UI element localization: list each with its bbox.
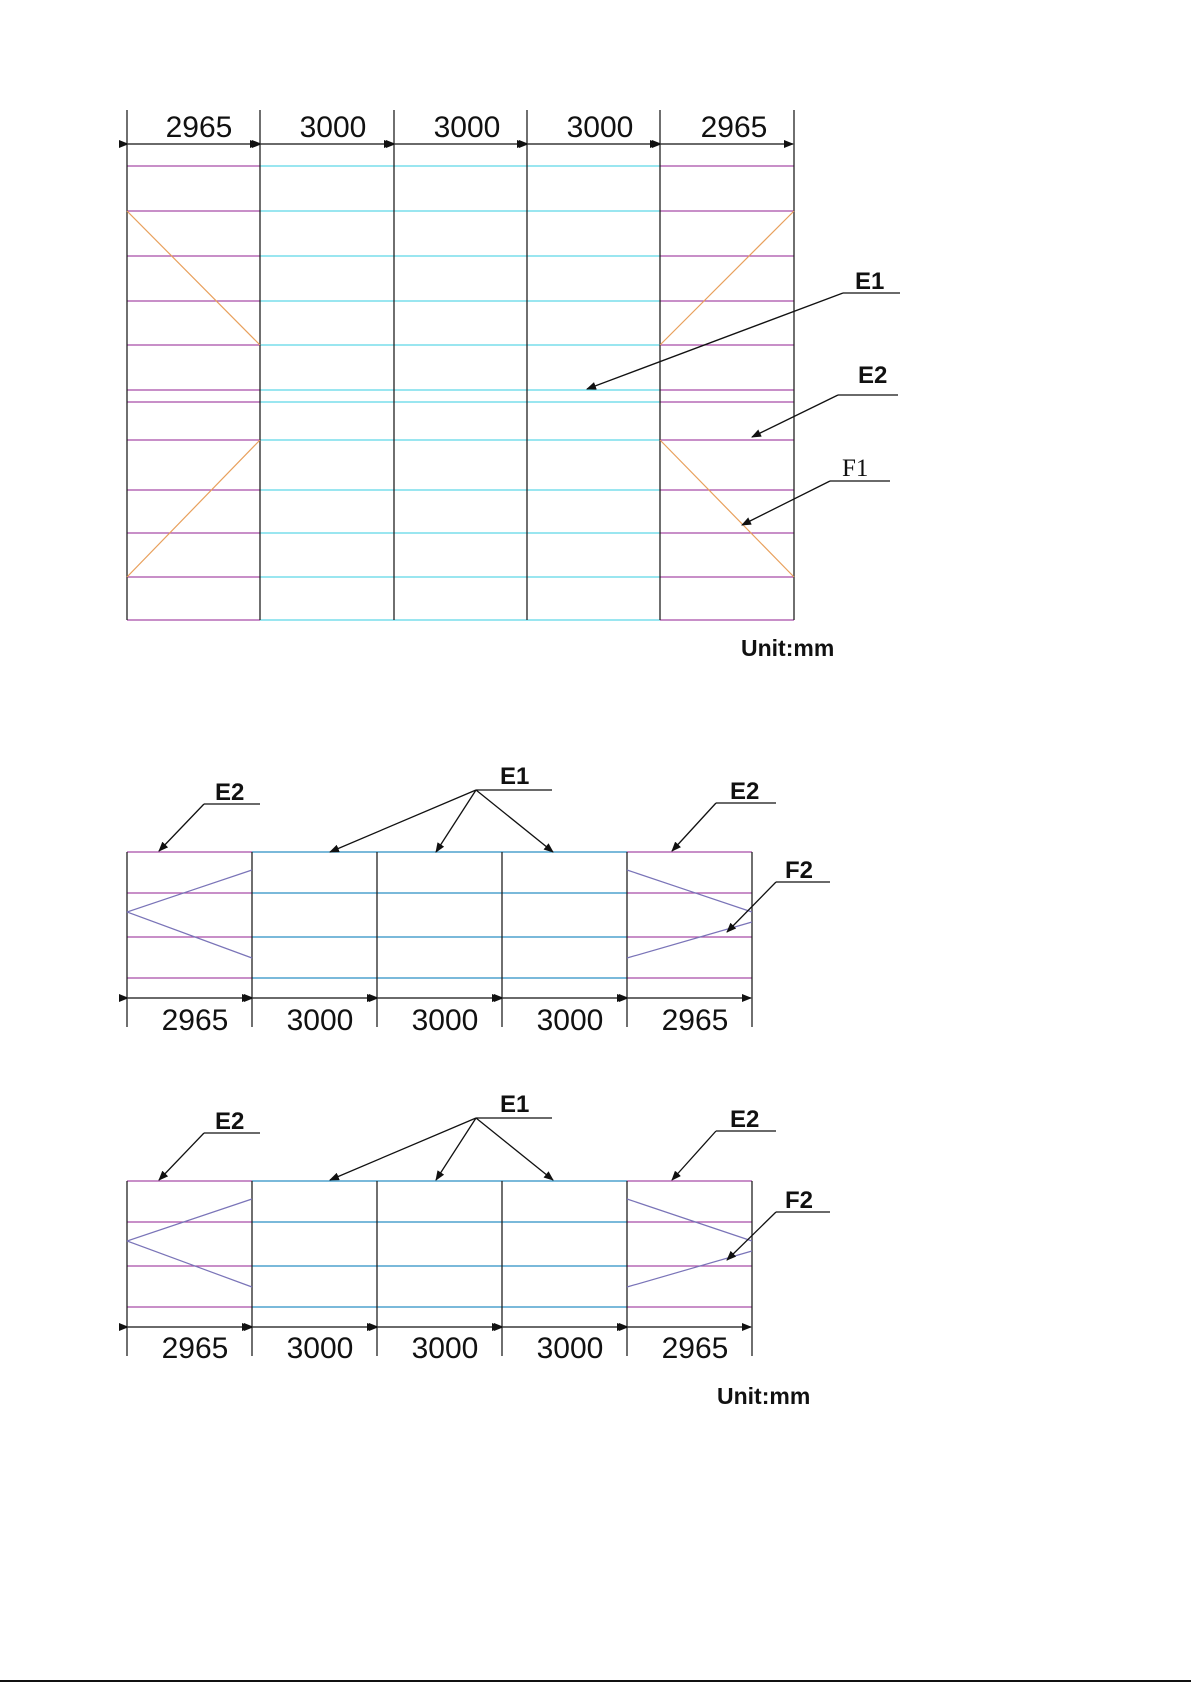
elev1-dim-4: 3000	[536, 1004, 604, 1037]
plan-brace	[127, 211, 260, 345]
plan-brace	[660, 211, 794, 345]
elev-brace	[127, 1241, 252, 1287]
plan-brace	[127, 440, 260, 577]
elev2-callout-e2-left	[159, 1108, 260, 1180]
elev2-dim-5: 2965	[661, 1332, 729, 1365]
plan-callout-e1	[587, 268, 900, 389]
elev2-label-f2: F2	[785, 1187, 814, 1214]
plan-label-f1: F1	[842, 455, 869, 482]
elev2-dim-4: 3000	[536, 1332, 604, 1365]
elev2-label-e1: E1	[500, 1091, 530, 1118]
elev-brace	[627, 1199, 752, 1241]
elev1-label-e1: E1	[500, 763, 530, 790]
elevation-view-1	[127, 763, 830, 1037]
elev1-callout-e2-left	[159, 779, 260, 851]
plan-label-e1: E1	[855, 268, 885, 295]
elev-brace	[627, 922, 752, 958]
elev-brace	[627, 870, 752, 912]
elev2-label-e2-right: E2	[730, 1106, 760, 1133]
plan-dim-4: 3000	[566, 111, 634, 144]
plan-dim-3: 3000	[433, 111, 501, 144]
elevation-1-frame	[127, 852, 752, 1027]
elev2-callout-e2-right	[672, 1106, 776, 1180]
plan-view	[127, 110, 900, 661]
elev2-label-e2-left: E2	[215, 1108, 245, 1135]
elev2-dim-3: 3000	[411, 1332, 479, 1365]
elev2-dim-1: 2965	[161, 1332, 229, 1365]
plan-unit: Unit:mm	[741, 635, 835, 661]
elev1-dim-1: 2965	[161, 1004, 229, 1037]
elev1-label-e2-right: E2	[730, 778, 760, 805]
elev1-label-e2-left: E2	[215, 779, 245, 806]
elev1-callout-e1	[330, 763, 553, 852]
elev2-unit: Unit:mm	[717, 1383, 811, 1409]
elev-brace	[127, 912, 252, 958]
plan-callout-e2	[752, 362, 898, 437]
plan-dim-5: 2965	[700, 111, 768, 144]
elev-brace	[127, 1199, 252, 1241]
elevation-2-frame	[127, 1181, 752, 1356]
plan-dim-1: 2965	[165, 111, 233, 144]
elev1-dim-2: 3000	[286, 1004, 354, 1037]
plan-label-e2: E2	[858, 362, 888, 389]
elev2-dim-2: 3000	[286, 1332, 354, 1365]
elev1-dim-3: 3000	[411, 1004, 479, 1037]
elev1-callout-e2-right	[672, 778, 776, 851]
elev1-dim-5: 2965	[661, 1004, 729, 1037]
elevation-view-2	[127, 1091, 830, 1409]
elev1-label-f2: F2	[785, 857, 814, 884]
elev1-callout-f2	[727, 857, 830, 932]
elev-brace	[127, 870, 252, 912]
elev2-callout-e1	[330, 1091, 553, 1180]
elev-brace	[627, 1251, 752, 1287]
plan-frame	[127, 110, 794, 620]
elev2-callout-f2	[727, 1187, 830, 1260]
plan-dim-2: 3000	[299, 111, 367, 144]
